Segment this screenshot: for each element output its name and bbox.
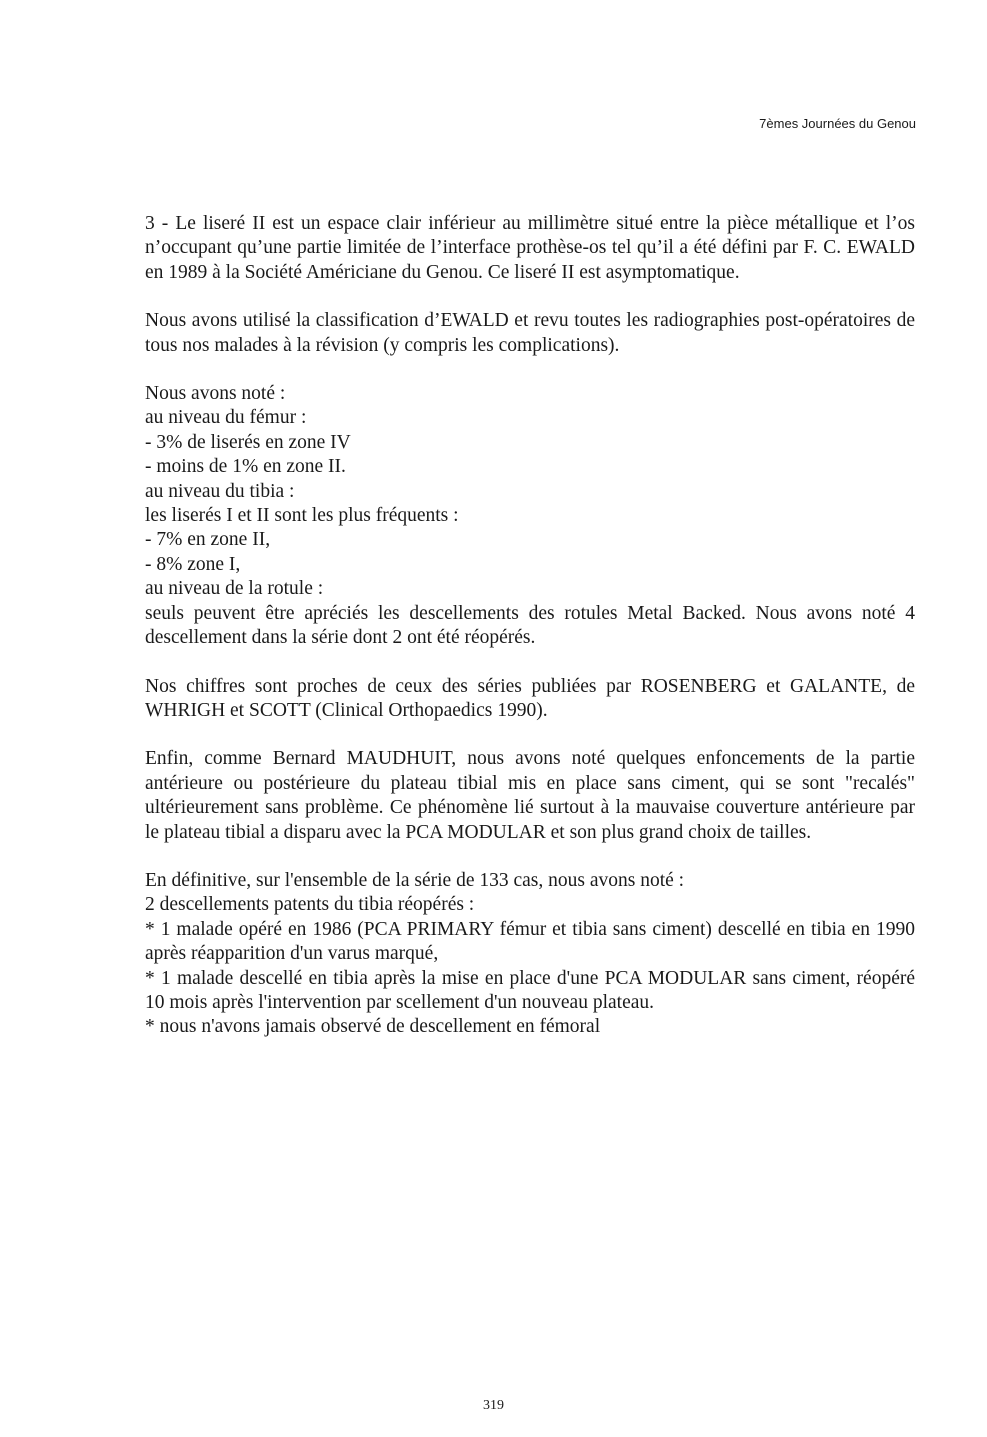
findings-closing: seuls peuvent être apréciés les descellements des rotules Metal Backed. Nous avons noté 4 descellement dans la série dont 2 ont été réopérés. bbox=[145, 602, 915, 649]
paragraph-classification: Nous avons utilisé la classification d’EWALD et revu toutes les radiographies post-opératoires de tous nos malades à la révision (y compris les complications). bbox=[145, 310, 915, 356]
page-number: 319 bbox=[483, 1398, 504, 1413]
findings-line: - 3% de liserés en zone IV bbox=[145, 431, 351, 453]
paragraph-gap bbox=[145, 285, 915, 309]
paragraph-gap bbox=[145, 651, 915, 675]
paragraph-liseré-definition: 3 - Le liseré II est un espace clair inférieur au millimètre situé entre la pièce métallique et l’os n’occupant qu’une partie limitée de l’interface prothèse-os tel qu’il a été défini par F. C. EWALD en 1989 à la Société Américiane du Genou. Ce liseré II est asymptomatique. bbox=[145, 213, 915, 283]
findings-line: Nous avons noté : bbox=[145, 383, 286, 405]
paragraph-conclusion bbox=[145, 869, 915, 1040]
findings-line: au niveau du tibia : bbox=[145, 480, 295, 502]
findings-line: - 7% en zone II, bbox=[145, 529, 271, 551]
paragraph-enfoncements: Enfin, comme Bernard MAUDHUIT, nous avons noté quelques enfoncements de la partie antérieure ou postérieure du plateau tibial mis en place sans ciment, qui se sont "recalés" ultérieurement sans problème. Ce phénomène lié surtout à la mauvaise couverture antérieure par le plateau tibial a disparu avec la PCA MODULAR et son plus grand choix de tailles. bbox=[145, 748, 915, 843]
paragraph-findings bbox=[145, 382, 915, 650]
running-header: 7èmes Journées du Genou bbox=[759, 116, 916, 131]
conclusion-item: * nous n'avons jamais observé de descellement en fémoral bbox=[145, 1016, 601, 1038]
findings-line: au niveau du fémur : bbox=[145, 407, 307, 429]
conclusion-line: En définitive, sur l'ensemble de la série de 133 cas, nous avons noté : bbox=[145, 869, 685, 891]
conclusion-item: * 1 malade descellé en tibia après la mise en place d'une PCA MODULAR sans ciment, réopéré 10 mois après l'intervention par scellement d'un nouveau plateau. bbox=[145, 967, 915, 1013]
paragraph-gap bbox=[145, 723, 915, 747]
paragraph-gap bbox=[145, 845, 915, 869]
findings-line: les liserés I et II sont les plus fréquents : bbox=[145, 505, 459, 527]
body-text bbox=[145, 212, 915, 1040]
conclusion-line: 2 descellements patents du tibia réopérés : bbox=[145, 894, 475, 916]
findings-line: - 8% zone I, bbox=[145, 553, 241, 575]
paragraph-comparison: Nos chiffres sont proches de ceux des séries publiées par ROSENBERG et GALANTE, de WHRIGH et SCOTT (Clinical Orthopaedics 1990). bbox=[145, 675, 915, 721]
findings-line: au niveau de la rotule : bbox=[145, 578, 324, 600]
paragraph-gap bbox=[145, 358, 915, 382]
conclusion-item: * 1 malade opéré en 1986 (PCA PRIMARY fémur et tibia sans ciment) descellé en tibia en 1990 après réapparition d'un varus marqué, bbox=[145, 918, 915, 965]
findings-line: - moins de 1% en zone II. bbox=[145, 456, 346, 478]
